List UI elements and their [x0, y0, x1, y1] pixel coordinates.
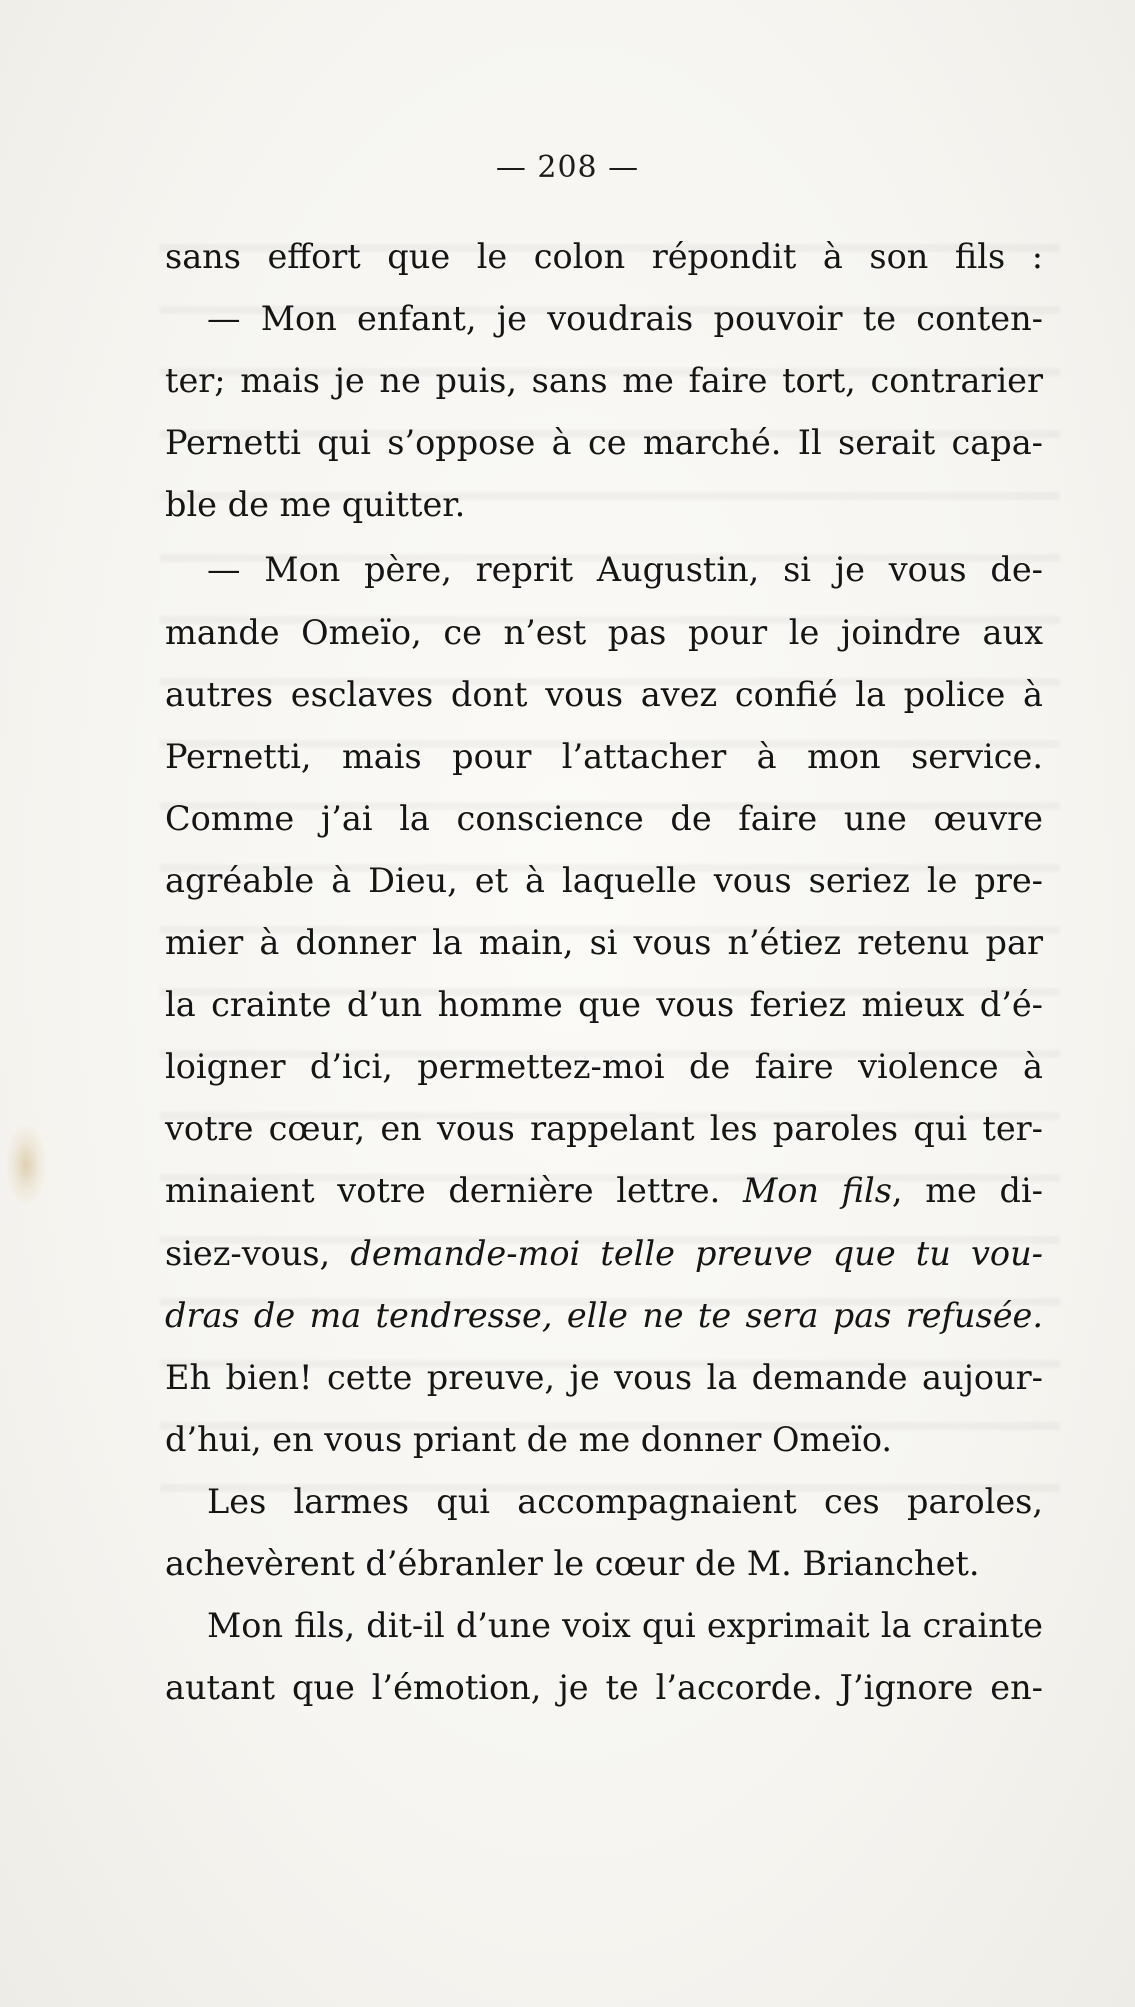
text-line: ble de me quitter. [165, 485, 466, 525]
text-line: Les larmes qui accompagnaient ces paroles, [207, 1481, 1043, 1521]
text-line: agréable à Dieu, et à laquelle vous seriez le pre- [165, 860, 1043, 900]
text-line: Comme j’ai la conscience de faire une œuvre [165, 798, 1043, 838]
text-line: mier à donner la main, si vous n’étiez retenu par [165, 923, 1043, 963]
text-line [165, 1160, 1043, 1222]
text-line: loigner d’ici, permettez-moi de faire violence à [165, 1047, 1043, 1087]
text-line: Pernetti qui s’oppose à ce marché. Il serait capa- [165, 423, 1043, 463]
text-line: Pernetti, mais pour l’attacher à mon service. [165, 736, 1043, 776]
text-line: autres esclaves dont vous avez confié la police à [165, 674, 1043, 714]
text-line: autant que l’émotion, je te l’accorde. J’ignore en- [165, 1668, 1043, 1708]
text-line: — Mon père, reprit Augustin, si je vous de- [207, 550, 1043, 590]
roman-run: siez-vous, [165, 1233, 331, 1273]
text-line: mande Omeïo, ce n’est pas pour le joindre aux [165, 612, 1043, 652]
text-line: Eh bien! cette preuve, je vous la demande aujour- [165, 1357, 1043, 1397]
text-line: ter; mais je ne puis, sans me faire tort, contrarier [165, 361, 1043, 401]
page-number: — 208 — [495, 150, 640, 185]
text-line: dras de ma tendresse, elle ne te sera pas refusée. [165, 1295, 1043, 1335]
roman-run: minaient votre dernière lettre. [165, 1171, 721, 1211]
text-line: d’hui, en vous priant de me donner Omeïo. [165, 1419, 893, 1459]
body-text [165, 226, 1043, 1719]
text-line: votre cœur, en vous rappelant les paroles qui ter- [165, 1109, 1043, 1149]
text-line: sans effort que le colon répondit à son fils : [165, 237, 1043, 276]
text-line: achevèrent d’ébranler le cœur de M. Brianchet. [165, 1543, 980, 1583]
text-line: la crainte d’un homme que vous feriez mieux d’é- [165, 985, 1043, 1025]
roman-run: , me di- [891, 1171, 1044, 1211]
italic-run: Mon fils [742, 1171, 892, 1211]
text-line: — Mon enfant, je voudrais pouvoir te conten- [207, 299, 1043, 339]
foxing-stain [6, 1125, 46, 1205]
text-line [165, 1223, 1043, 1285]
italic-run: demande-moi telle preuve que tu vou- [350, 1233, 1043, 1273]
text-line: Mon fils, dit-il d’une voix qui exprimait la crainte [207, 1606, 1043, 1646]
